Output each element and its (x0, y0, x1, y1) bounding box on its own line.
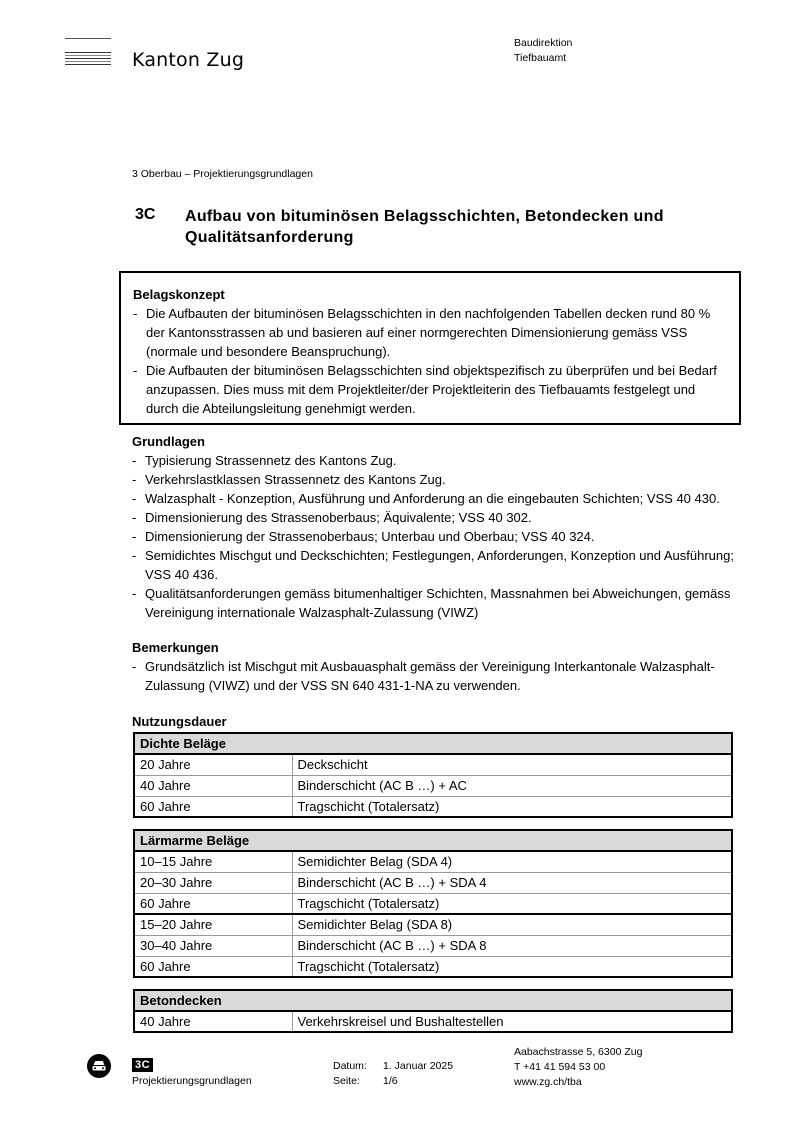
phone: T +41 41 594 53 00 (514, 1061, 606, 1073)
table-row: 60 Jahre Tragschicht (Totalersatz) (134, 893, 732, 914)
list-item: - Semidichtes Mischgut und Deckschichten; Festlegungen, Anforderungen, Konzeption und Ausführung; VSS 40 436. (132, 548, 734, 582)
department-name: Baudirektion (514, 37, 573, 49)
website-link[interactable]: www.zg.ch/tba (514, 1076, 582, 1088)
car-icon (87, 1054, 111, 1078)
list-item: - Dimensionierung des Strassenoberbaus; Äquivalente; VSS 40 302. (132, 510, 532, 525)
chapter-label: 3 Oberbau – Projektierungsgrundlagen (132, 168, 313, 180)
grundlagen-section (132, 432, 752, 622)
list-item: - Grundsätzlich ist Mischgut mit Ausbauasphalt gemäss der Vereinigung Interkantonale Walzasphalt-Zulassung (VIWZ) und der VSS SN 640 431-1-NA zu verwenden. (132, 659, 715, 693)
nutzungsdauer-heading: Nutzungsdauer (132, 714, 227, 729)
list-item: - Die Aufbauten der bituminösen Belagsschichten in den nachfolgenden Tabellen decken rund 80 % der Kantonsstrassen ab und basieren auf einer normgerechten Dimensionierung gemäss VSS (normale und besondere Beanspruchung). (133, 306, 711, 359)
date-value: 1. Januar 2025 (383, 1060, 454, 1072)
list-item: - Dimensionierung der Strassenoberbaus; Unterbau und Oberbau; VSS 40 324. (132, 529, 595, 544)
page-number: 1/6 (383, 1075, 398, 1087)
belagskonzept-list (133, 304, 727, 418)
table-row: 30–40 Jahre Binderschicht (AC B …) + SDA 8 (134, 935, 732, 956)
table-betondecken (133, 989, 733, 1033)
grundlagen-list (132, 451, 752, 622)
footer-subtitle: Projektierungsgrundlagen (132, 1075, 252, 1087)
table-row: 20–30 Jahre Binderschicht (AC B …) + SDA 4 (134, 872, 732, 893)
bemerkungen-heading: Bemerkungen (132, 640, 219, 655)
table-dichte-belaege (133, 732, 733, 818)
belagskonzept-heading: Belagskonzept (133, 287, 225, 302)
logo-text: Kanton Zug (132, 49, 245, 71)
grundlagen-heading: Grundlagen (132, 434, 205, 449)
table-header: Lärmarme Beläge (134, 830, 732, 851)
contact-block (514, 1045, 642, 1090)
table-header: Dichte Beläge (134, 733, 732, 754)
table-row: 40 Jahre Binderschicht (AC B …) + AC (134, 775, 732, 796)
table-row: 40 Jahre Verkehrskreisel und Bushaltestellen (134, 1011, 732, 1032)
section-number: 3C (135, 206, 156, 223)
table-row: 20 Jahre Deckschicht (134, 754, 732, 775)
table-row: 15–20 Jahre Semidichter Belag (SDA 8) (134, 914, 732, 935)
table-row: 60 Jahre Tragschicht (Totalersatz) (134, 796, 732, 817)
list-item: - Qualitätsanforderungen gemäss bitumenhaltiger Schichten, Massnahmen bei Abweichungen, gemäss Vereinigung internationale Walzasphalt-Zulassung (VIWZ) (132, 586, 731, 620)
list-item: - Verkehrslastklassen Strassennetz des Kantons Zug. (132, 472, 446, 487)
list-item: - Walzasphalt - Konzeption, Ausführung und Anforderung an die eingebauten Schichten; VSS 40 430. (132, 491, 720, 506)
bemerkungen-section (132, 638, 752, 695)
department-block (514, 36, 572, 66)
list-item: - Typisierung Strassennetz des Kantons Zug. (132, 453, 397, 468)
date-label: Datum: (333, 1060, 367, 1072)
table-header: Betondecken (134, 990, 732, 1011)
table-laermarme-belaege (133, 829, 733, 978)
page-title: Aufbau von bituminösen Belagsschichten, Betondecken und Qualitätsanforderung (185, 208, 664, 246)
list-item: - Die Aufbauten der bituminösen Belagsschichten sind objektspezifisch zu überprüfen und bei Bedarf anzupassen. Dies muss mit dem Projektleiter/der Projektleiterin des Tiefbauamts festgelegt und durch die Abteilungsleitung genehmigt werden. (133, 363, 717, 416)
section-badge: 3C (132, 1058, 153, 1072)
address: Aabachstrasse 5, 6300 Zug (514, 1046, 643, 1058)
page-label: Seite: (333, 1075, 360, 1087)
office-name: Tiefbauamt (514, 52, 567, 64)
table-row: 10–15 Jahre Semidichter Belag (SDA 4) (134, 851, 732, 872)
table-row: 60 Jahre Tragschicht (Totalersatz) (134, 956, 732, 977)
bemerkungen-list (132, 657, 752, 695)
belagskonzept-box (119, 271, 741, 425)
